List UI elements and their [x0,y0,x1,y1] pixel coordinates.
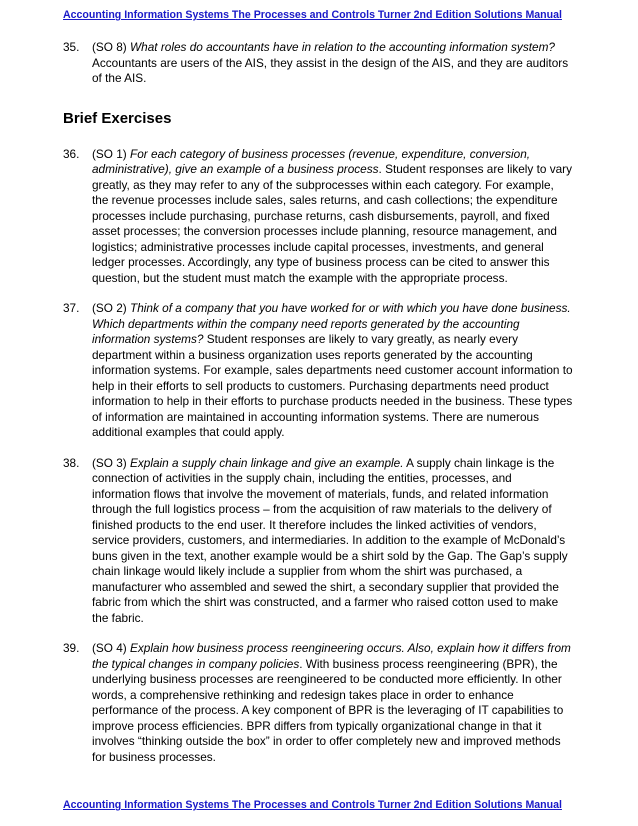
question-so: (SO 3) [92,455,127,470]
question-text: Explain how business process reengineering occurs. Also, explain how it differs from the typical changes in company policies [92,641,571,671]
question-item-38 [63,456,573,627]
document-body [63,40,573,765]
section-title: Brief Exercises [63,109,172,127]
question-text: For each category of business processes (revenue, expenditure, conversion, administrative), give an example of a business process [92,146,531,176]
question-number: 37. [63,301,80,315]
answer-text: A supply chain linkage is the connection of activities in the supply chain, including the entities, processes, and information flows that involve the movement of materials, funds, and related information through the full logistics process – from the acquisition of raw materials to the delivery of finished products to the end user. It therefore includes the linked activities of vendors, service providers, customers, and intermediaries. In addition to the example of McDonald’s buns given in the text, another example would be a shirt sold by the Gap. The Gap’s supply chain linkage would likely include a supplier from whom the shirt was purchased, a manufacturer who assembled and sewed the shirt, a secondary supplier that provided the fabric from which the shirt was constructed, and a farmer who raised cotton used to make the fabric. [92,455,568,625]
question-item-36 [63,147,573,287]
answer-text: Accountants are users of the AIS, they assist in the design of the AIS, and they are auditors of the AIS. [92,55,569,85]
question-number: 35. [63,40,80,54]
question-text: What roles do accountants have in relation to the accounting information system? [130,40,555,54]
answer-text: Student responses are likely to vary greatly, as nearly every department within a business organization uses reports generated by the accounting information systems. For example, sales departments need customer account information to help in their efforts to sell products to customers. Purchasing departments need product information to help in their efforts to purchase products needed in the business. These types of information are maintained in accounting information systems. There are numerous additional examples that could apply. [92,332,573,439]
question-number: 39. [63,641,80,655]
question-number: 38. [63,455,80,470]
footer-link[interactable]: Accounting Information Systems The Processes and Controls Turner 2nd Edition Solutions Manual [63,799,562,811]
answer-text: . Student responses are likely to vary greatly, as they may refer to any of the subprocesses within each category. For example, the revenue processes include sales, sales returns, and cash collections; the expenditure processes include purchasing, purchase returns, cash disbursements, payroll, and fixed asset processes; the conversion processes include planning, resource management, and logistics; administrative processes include capital processes, investments, and general ledger processes. Accordingly, any type of business process can be cited to answer this question, but the student must match the example with the appropriate process. [92,162,572,285]
question-item-35 [63,40,573,87]
question-item-39 [63,641,573,765]
header-link[interactable]: Accounting Information Systems The Processes and Controls Turner 2nd Edition Solutions Manual [63,9,562,21]
question-text: Explain a supply chain linkage and give an example. [130,455,404,470]
question-number: 36. [63,146,80,161]
question-item-37 [63,301,573,441]
question-so: (SO 8) [92,40,127,54]
question-text: Think of a company that you have worked for or with which you have done business. Which departments within the company need reports generated by the accounting information systems? [92,301,571,346]
answer-text: . With business process reengineering (BPR), the underlying business processes are reengineered to be conducted more efficiently. In other words, a comprehensive rethinking and redesign takes place in order to enhance performance of the process. A key component of BPR is the leveraging of IT capabilities to improve process efficiencies. BPR differs from typically organizational change in that it involves “thinking outside the box” in order to offer completely new and improved methods for business processes. [92,656,564,764]
question-so: (SO 4) [92,641,127,655]
question-so: (SO 1) [92,146,127,161]
question-so: (SO 2) [92,301,127,315]
